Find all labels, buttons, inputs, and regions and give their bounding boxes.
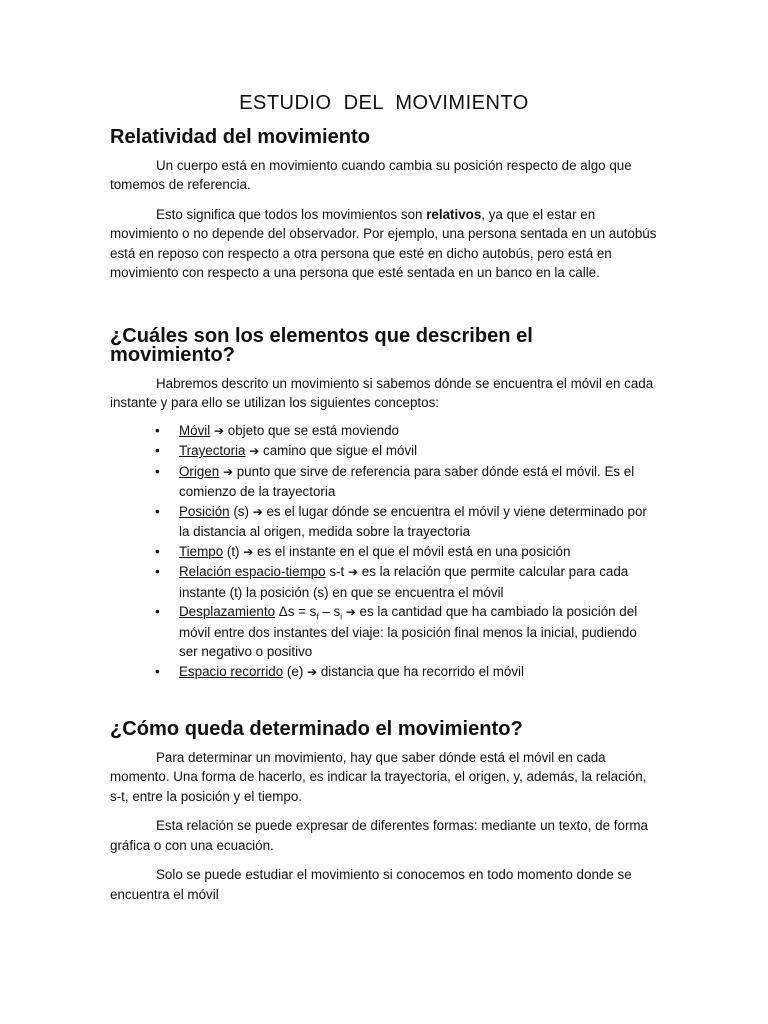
term-espacio: Espacio recorrido: [179, 663, 284, 679]
arrow-right-icon: ➔: [252, 504, 263, 519]
paragraph-formas: Esta relación se puede expresar de diferentes formas: mediante un texto, de forma gráfica o con una ecuación.: [110, 818, 649, 853]
term-annotation: (s): [229, 503, 253, 519]
arrow-right-icon: ➔: [347, 565, 359, 579]
list-item-espacio: [110, 662, 658, 683]
keyword-relativos: relativos: [426, 206, 482, 222]
definition-posicion: es el lugar dónde se encuentra el móvil y viene determinado por la distancia al origen, medida sobre la trayectoria: [179, 503, 647, 539]
bullet-icon: •: [155, 503, 160, 519]
list-item-relacion: [110, 562, 658, 602]
document-title: ESTUDIO DEL MOVIMIENTO: [239, 92, 529, 114]
paragraph-conclusion: Solo se puede estudiar el movimiento si conocemos en todo momento donde se encuentra el móvil: [110, 867, 632, 902]
term-desplazamiento: Desplazamiento: [179, 604, 276, 619]
list-item-origen: [110, 462, 658, 502]
term-trayectoria: Trayectoria: [179, 443, 246, 458]
term-annotation: (e): [283, 663, 308, 679]
arrow-right-icon: ➔: [213, 423, 225, 438]
heading-determinado: ¿Cómo queda determinado el movimiento?: [110, 718, 523, 740]
arrow-right-icon: ➔: [249, 444, 260, 458]
term-posicion: Posición: [179, 503, 230, 519]
paragraph-relativos-end: , ya que el estar en movimiento o no depende del observador. Por ejemplo, una persona sentada en un autobús está en reposo con respecto a otra persona que esté en dicho autobús, pero está en movimiento con respecto a una persona que esté sentada en un banco en la calle.: [110, 206, 657, 280]
list-item-trayectoria: [110, 441, 658, 462]
formula-part: Δs = s: [275, 604, 317, 619]
bullet-icon: •: [155, 443, 160, 458]
definition-relacion: es la relación que permite calcular para cada instante (t) la posición (s) en que se encuentra el móvil: [179, 564, 629, 600]
heading-relatividad: Relatividad del movimiento: [110, 126, 370, 148]
list-item-tiempo: [110, 542, 658, 563]
term-movil: Móvil: [179, 422, 211, 438]
definition-tiempo: es el instante en el que el móvil está en una posición: [257, 543, 571, 559]
subscript-initial: i: [340, 612, 342, 622]
arrow-right-icon: ➔: [243, 544, 254, 559]
list-item-posicion: [110, 502, 658, 542]
paragraph-definicion: Un cuerpo está en movimiento cuando cambia su posición respecto de algo que tomemos de referencia.: [110, 157, 632, 192]
list-item-desplazamiento: [110, 602, 658, 662]
heading-elementos: ¿Cuáles son los elementos que describen el movimiento?: [110, 324, 533, 366]
bullet-icon: •: [155, 543, 160, 559]
definition-espacio: distancia que ha recorrido el móvil: [320, 663, 525, 679]
arrow-right-icon: ➔: [307, 664, 318, 679]
definition-movil: objeto que se está moviendo: [227, 422, 400, 438]
bullet-icon: •: [155, 463, 160, 479]
paragraph-relativos: [110, 205, 658, 283]
term-annotation: (t): [223, 543, 244, 559]
term-origen: Origen: [179, 463, 220, 479]
paragraph-relativos-start: Esto significa que todos los movimientos son: [156, 206, 427, 222]
bullet-icon: •: [155, 604, 160, 619]
subscript-final: f: [316, 612, 319, 622]
paragraph-elementos-intro: Habremos descrito un movimiento si sabemos dónde se encuentra el móvil en cada instante y para ello se utilizan los siguientes conceptos:: [110, 375, 654, 410]
term-annotation: s-t: [325, 564, 348, 579]
bullet-icon: •: [155, 422, 160, 438]
bullet-icon: •: [155, 564, 160, 579]
bullet-icon: •: [155, 663, 160, 679]
definition-desplazamiento: es la cantidad que ha cambiado la posición del móvil entre dos instantes del viaje: la posición final menos la inicial, pudiendo ser negativo o positivo: [179, 604, 638, 659]
formula-part: – s: [318, 604, 341, 619]
arrow-right-icon: ➔: [345, 605, 356, 619]
list-item-movil: [110, 421, 658, 442]
definition-origen: punto que sirve de referencia para saber dónde está el móvil. Es el comienzo de la trayectoria: [179, 463, 635, 499]
paragraph-determinar: Para determinar un movimiento, hay que saber dónde está el móvil en cada momento. Una forma de hacerlo, es indicar la trayectoria, el origen, y, además, la relación, s-t, entre la posición y el tiempo.: [110, 749, 647, 804]
concepts-list: [110, 421, 658, 683]
term-relacion: Relación espacio-tiempo: [179, 564, 326, 579]
arrow-right-icon: ➔: [222, 464, 233, 479]
term-tiempo: Tiempo: [179, 543, 224, 559]
definition-trayectoria: camino que sigue el móvil: [263, 443, 418, 458]
